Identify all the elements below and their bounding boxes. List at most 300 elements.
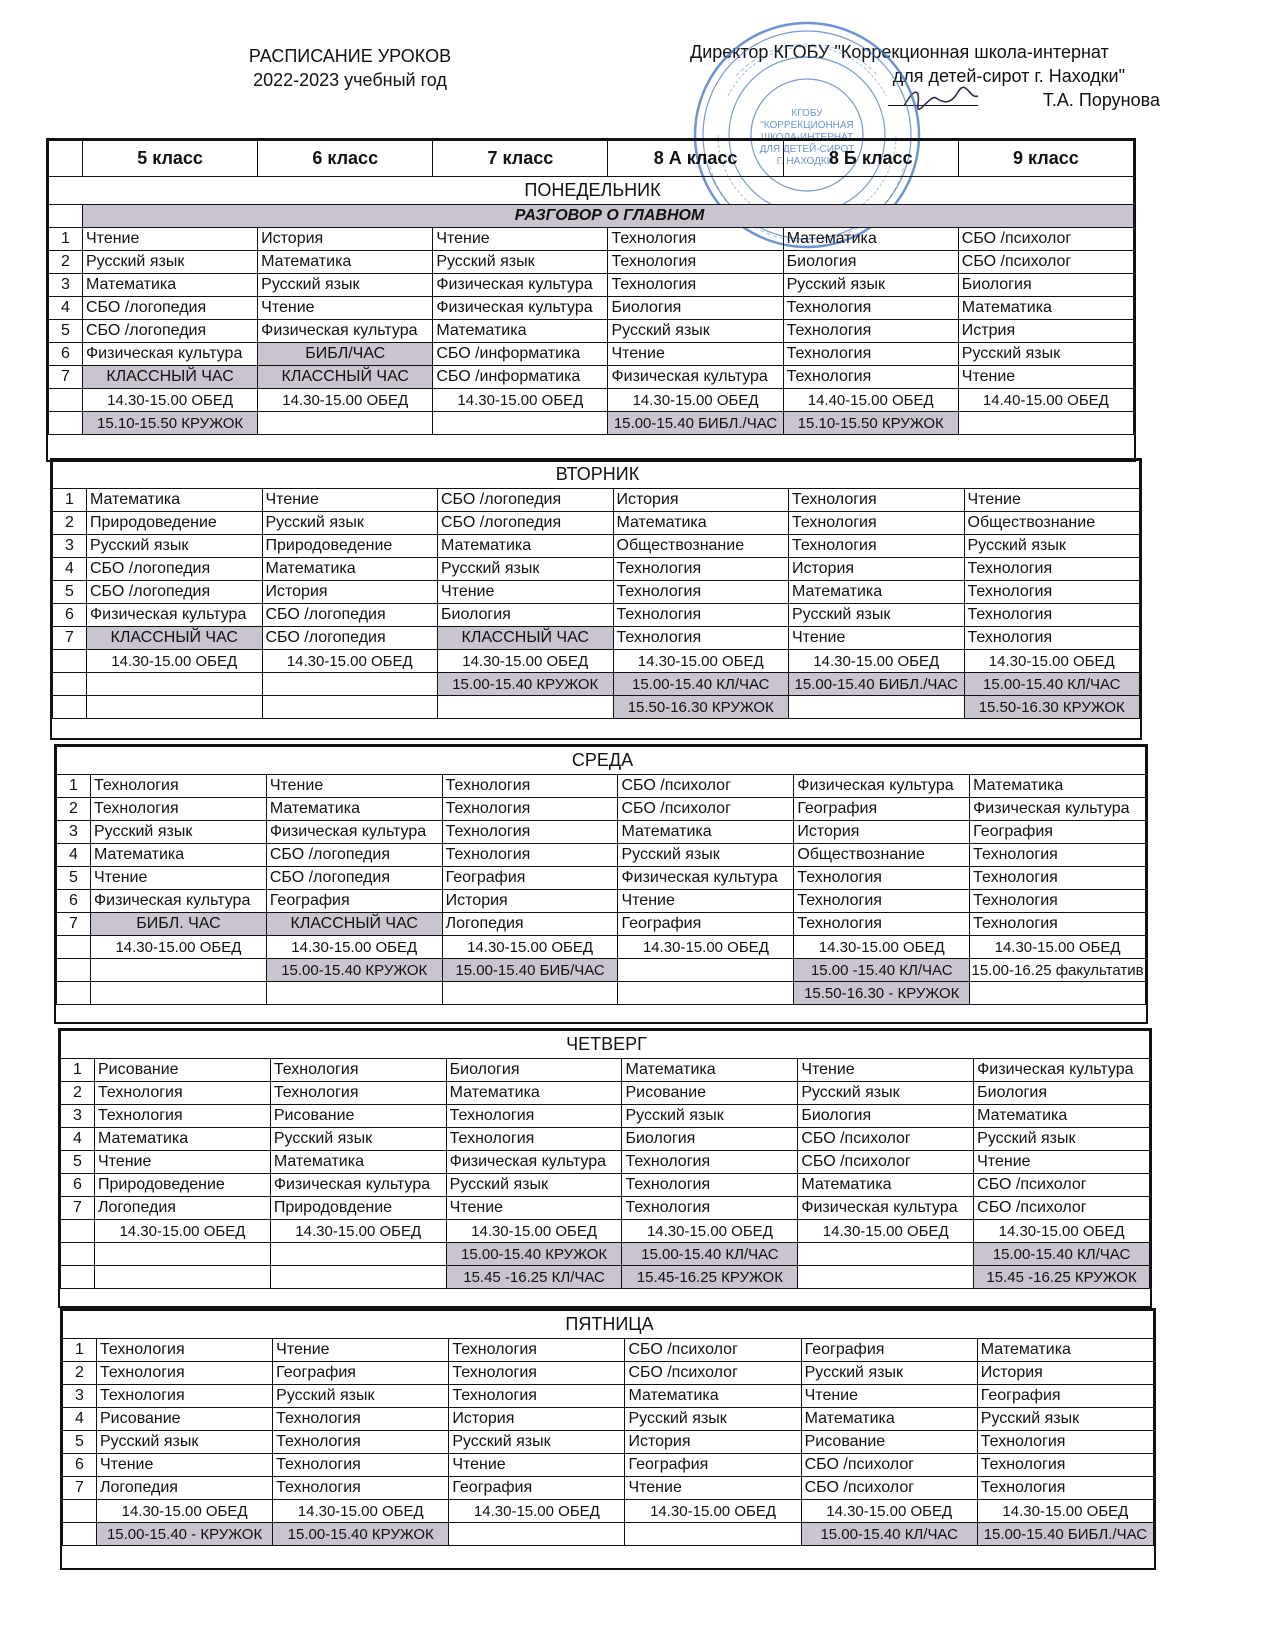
lesson-cell: Технология bbox=[449, 1385, 625, 1408]
lesson-cell: География bbox=[977, 1385, 1153, 1408]
lesson-cell: СБО /логопедия bbox=[262, 604, 438, 627]
activity-cell: 15.00-15.40 БИБЛ./ЧАС bbox=[608, 412, 783, 435]
lesson-cell: Русский язык bbox=[433, 251, 608, 274]
lesson-cell: СБО /логопедия bbox=[262, 627, 438, 650]
empty-cell bbox=[258, 412, 433, 435]
activity-cell: 15.00-15.40 БИБ/ЧАС bbox=[442, 959, 618, 982]
lesson-cell: Технология bbox=[442, 775, 618, 798]
empty-cell bbox=[618, 959, 794, 982]
lesson-row bbox=[61, 1059, 1150, 1082]
empty-cell bbox=[438, 696, 614, 719]
lesson-cell: Технология bbox=[622, 1151, 798, 1174]
lesson-row bbox=[63, 1431, 1154, 1454]
empty-cell bbox=[262, 696, 438, 719]
empty-cell bbox=[87, 673, 263, 696]
period-number: 5 bbox=[53, 581, 87, 604]
lesson-row bbox=[53, 604, 1140, 627]
lesson-cell: Рисование bbox=[97, 1408, 273, 1431]
activity-cell: 14.40-15.00 ОБЕД bbox=[783, 389, 958, 412]
lesson-cell: Технология bbox=[97, 1339, 273, 1362]
period-number: 3 bbox=[49, 274, 83, 297]
lesson-row bbox=[57, 844, 1146, 867]
period-number: 6 bbox=[49, 343, 83, 366]
lesson-cell: Физическая культура bbox=[618, 867, 794, 890]
lesson-cell: Технология bbox=[95, 1105, 271, 1128]
period-number: 2 bbox=[57, 798, 91, 821]
empty-cell bbox=[798, 1243, 974, 1266]
activity-cell: 14.30-15.00 ОБЕД bbox=[433, 389, 608, 412]
empty-cell bbox=[625, 1523, 801, 1546]
lesson-cell: Русский язык bbox=[798, 1082, 974, 1105]
lesson-cell: Русский язык bbox=[446, 1174, 622, 1197]
activity-cell: 14.30-15.00 ОБЕД bbox=[789, 650, 965, 673]
lesson-cell: Технология bbox=[794, 890, 970, 913]
lesson-cell: Рисование bbox=[801, 1431, 977, 1454]
lesson-cell: Физическая культура bbox=[433, 297, 608, 320]
thursday-schedule bbox=[58, 1028, 1152, 1308]
period-number: 2 bbox=[63, 1362, 97, 1385]
lesson-cell: Математика bbox=[798, 1174, 974, 1197]
lesson-cell: География bbox=[449, 1477, 625, 1500]
monday-schedule bbox=[46, 138, 1136, 462]
director-line-1: Директор КГОБУ "Коррекционная школа-интернат bbox=[690, 42, 1109, 62]
period-number: 5 bbox=[63, 1431, 97, 1454]
lesson-cell: Технология bbox=[783, 343, 958, 366]
period-number: 6 bbox=[63, 1454, 97, 1477]
lesson-cell: Чтение bbox=[974, 1151, 1150, 1174]
lesson-cell: Технология bbox=[449, 1362, 625, 1385]
lesson-row bbox=[49, 343, 1134, 366]
lesson-cell: Технология bbox=[446, 1128, 622, 1151]
lesson-cell: Чтение bbox=[625, 1477, 801, 1500]
lesson-cell: Русский язык bbox=[625, 1408, 801, 1431]
lesson-cell: Технология bbox=[442, 844, 618, 867]
lesson-cell: История bbox=[789, 558, 965, 581]
lesson-cell: Чтение bbox=[801, 1385, 977, 1408]
activity-cell: 14.30-15.00 ОБЕД bbox=[442, 936, 618, 959]
lesson-cell: Русский язык bbox=[958, 343, 1133, 366]
lesson-cell: Математика bbox=[613, 512, 789, 535]
lesson-cell: Биология bbox=[798, 1105, 974, 1128]
lesson-cell: СБО /психолог bbox=[801, 1477, 977, 1500]
lesson-cell: Русский язык bbox=[273, 1385, 449, 1408]
lesson-row bbox=[53, 558, 1140, 581]
lesson-cell: Технология bbox=[977, 1431, 1153, 1454]
activity-cell: 15.50-16.30 - КРУЖОК bbox=[794, 982, 970, 1005]
day-title-friday: ПЯТНИЦА bbox=[63, 1311, 1154, 1339]
lesson-cell: Биология bbox=[438, 604, 614, 627]
lesson-cell: Логопедия bbox=[442, 913, 618, 936]
lesson-cell: БИБЛ. ЧАС bbox=[91, 913, 267, 936]
period-number: 3 bbox=[61, 1105, 95, 1128]
lesson-cell: Математика bbox=[91, 844, 267, 867]
lesson-row bbox=[49, 251, 1134, 274]
svg-text:КГОБУ: КГОБУ bbox=[791, 108, 823, 119]
period-number bbox=[63, 1523, 97, 1546]
lesson-cell: История bbox=[262, 581, 438, 604]
lesson-cell: Математика bbox=[783, 228, 958, 251]
lesson-cell: Математика bbox=[789, 581, 965, 604]
period-number bbox=[63, 1500, 97, 1523]
lesson-cell: История bbox=[258, 228, 433, 251]
lesson-cell: Математика bbox=[625, 1385, 801, 1408]
period-number: 2 bbox=[61, 1082, 95, 1105]
lesson-row bbox=[63, 1362, 1154, 1385]
lesson-cell: СБО /психолог bbox=[625, 1362, 801, 1385]
lesson-cell: Математика bbox=[958, 297, 1133, 320]
period-number bbox=[57, 982, 91, 1005]
period-number bbox=[57, 936, 91, 959]
activity-cell: 14.30-15.00 ОБЕД bbox=[446, 1220, 622, 1243]
empty-cell bbox=[789, 696, 965, 719]
lesson-cell: Природоведение bbox=[95, 1174, 271, 1197]
period-number bbox=[53, 673, 87, 696]
lesson-cell: Технология bbox=[622, 1197, 798, 1220]
director-line-2: для детей-сирот г. Находки" bbox=[892, 66, 1125, 86]
day-title-tuesday: ВТОРНИК bbox=[53, 461, 1140, 489]
period-number bbox=[49, 412, 83, 435]
empty-cell bbox=[449, 1523, 625, 1546]
lesson-cell: СБО /психолог bbox=[974, 1197, 1150, 1220]
lesson-cell: Математика bbox=[262, 558, 438, 581]
activity-cell: 14.30-15.00 ОБЕД bbox=[974, 1220, 1150, 1243]
lesson-cell: Русский язык bbox=[258, 274, 433, 297]
lesson-cell: Обществознание bbox=[794, 844, 970, 867]
lesson-cell: Технология bbox=[794, 913, 970, 936]
lesson-row bbox=[53, 535, 1140, 558]
activity-cell: 14.30-15.00 ОБЕД bbox=[801, 1500, 977, 1523]
activity-cell: 14.30-15.00 ОБЕД bbox=[97, 1500, 273, 1523]
lesson-cell: СБО /информатика bbox=[433, 343, 608, 366]
lesson-cell: Чтение bbox=[798, 1059, 974, 1082]
lesson-cell: СБО /психолог bbox=[798, 1151, 974, 1174]
lessons-monday bbox=[49, 228, 1134, 435]
lessons-wednesday bbox=[57, 775, 1146, 1005]
lesson-row bbox=[63, 1454, 1154, 1477]
lesson-cell: Технология bbox=[449, 1339, 625, 1362]
empty-cell bbox=[433, 412, 608, 435]
activity-cell: 15.00-15.40 КРУЖОК bbox=[438, 673, 614, 696]
period-number: 4 bbox=[63, 1408, 97, 1431]
activity-cell: 15.00-16.25 факультатив bbox=[970, 959, 1146, 982]
activity-cell: 15.50-16.30 КРУЖОК bbox=[613, 696, 789, 719]
empty-cell bbox=[262, 673, 438, 696]
lesson-cell: Биология bbox=[974, 1082, 1150, 1105]
lesson-cell: Технология bbox=[970, 913, 1146, 936]
activity-cell: 14.30-15.00 ОБЕД bbox=[258, 389, 433, 412]
lesson-cell: Технология bbox=[964, 558, 1140, 581]
class-8a-header: 8 А класс bbox=[608, 141, 783, 177]
lesson-cell: СБО /логопедия bbox=[87, 558, 263, 581]
day-title-thursday: ЧЕТВЕРГ bbox=[61, 1031, 1150, 1059]
activity-cell: 15.00 -15.40 КЛ/ЧАС bbox=[794, 959, 970, 982]
activity-cell: 14.30-15.00 ОБЕД bbox=[83, 389, 258, 412]
lesson-cell: Технология bbox=[97, 1362, 273, 1385]
activity-cell: 15.00-15.40 КЛ/ЧАС bbox=[613, 673, 789, 696]
school-year: 2022-2023 учебный год bbox=[253, 70, 447, 90]
after-lessons-row bbox=[63, 1523, 1154, 1546]
lesson-cell: Технология bbox=[613, 604, 789, 627]
lesson-cell: Природоведение bbox=[87, 512, 263, 535]
lesson-cell: КЛАССНЫЙ ЧАС bbox=[438, 627, 614, 650]
activity-cell: 14.30-15.00 ОБЕД bbox=[613, 650, 789, 673]
lesson-cell: Чтение bbox=[97, 1454, 273, 1477]
lesson-cell: Технология bbox=[964, 627, 1140, 650]
lesson-cell: Рисование bbox=[95, 1059, 271, 1082]
lesson-cell: Технология bbox=[446, 1105, 622, 1128]
lesson-cell: Технология bbox=[273, 1431, 449, 1454]
lesson-cell: Русский язык bbox=[977, 1408, 1153, 1431]
lesson-cell: Природовдение bbox=[270, 1197, 446, 1220]
lesson-cell: Чтение bbox=[789, 627, 965, 650]
lesson-cell: Чтение bbox=[262, 489, 438, 512]
wednesday-schedule bbox=[54, 744, 1148, 1024]
lesson-cell: СБО /логопедия bbox=[266, 867, 442, 890]
period-number: 7 bbox=[53, 627, 87, 650]
period-number bbox=[61, 1220, 95, 1243]
lesson-cell: КЛАССНЫЙ ЧАС bbox=[258, 366, 433, 389]
lessons-friday bbox=[63, 1339, 1154, 1546]
lesson-row bbox=[49, 366, 1134, 389]
after-lessons-row bbox=[61, 1220, 1150, 1243]
lesson-cell: Биология bbox=[783, 251, 958, 274]
after-lessons-row bbox=[53, 696, 1140, 719]
lesson-cell: Технология bbox=[977, 1454, 1153, 1477]
lesson-cell: Биология bbox=[446, 1059, 622, 1082]
period-number: 4 bbox=[49, 297, 83, 320]
lesson-cell: КЛАССНЫЙ ЧАС bbox=[87, 627, 263, 650]
lesson-cell: Математика bbox=[438, 535, 614, 558]
after-lessons-row bbox=[63, 1500, 1154, 1523]
lesson-cell: Русский язык bbox=[964, 535, 1140, 558]
lesson-row bbox=[63, 1477, 1154, 1500]
lesson-cell: СБО /психолог bbox=[618, 798, 794, 821]
activity-cell: 15.10-15.50 КРУЖОК bbox=[783, 412, 958, 435]
activity-cell: 14.30-15.00 ОБЕД bbox=[95, 1220, 271, 1243]
after-lessons-row bbox=[57, 959, 1146, 982]
lesson-cell: Чтение bbox=[91, 867, 267, 890]
period-number: 2 bbox=[53, 512, 87, 535]
lesson-row bbox=[57, 890, 1146, 913]
lesson-cell: Технология bbox=[613, 558, 789, 581]
lesson-cell: СБО /логопедия bbox=[87, 581, 263, 604]
lesson-cell: Русский язык bbox=[97, 1431, 273, 1454]
activity-cell: 14.30-15.00 ОБЕД bbox=[266, 936, 442, 959]
activity-cell: 15.10-15.50 КРУЖОК bbox=[83, 412, 258, 435]
period-number: 7 bbox=[57, 913, 91, 936]
activity-cell: 14.30-15.00 ОБЕД bbox=[964, 650, 1140, 673]
lesson-cell: Русский язык bbox=[449, 1431, 625, 1454]
lesson-cell: Технология bbox=[97, 1385, 273, 1408]
class-9-header: 9 класс bbox=[958, 141, 1133, 177]
lesson-cell: СБО /психолог bbox=[798, 1128, 974, 1151]
lesson-cell: Технология bbox=[789, 512, 965, 535]
lesson-cell: Логопедия bbox=[97, 1477, 273, 1500]
lesson-cell: Русский язык bbox=[801, 1362, 977, 1385]
schedule-title-block bbox=[225, 44, 475, 92]
lesson-cell: Технология bbox=[964, 604, 1140, 627]
activity-cell: 14.30-15.00 ОБЕД bbox=[262, 650, 438, 673]
svg-text:"КОРРЕКЦИОННАЯ: "КОРРЕКЦИОННАЯ bbox=[760, 120, 854, 131]
activity-cell: 14.30-15.00 ОБЕД bbox=[87, 650, 263, 673]
activity-cell: 14.30-15.00 ОБЕД bbox=[91, 936, 267, 959]
lesson-cell: СБО /психолог bbox=[958, 251, 1133, 274]
activity-cell: 14.30-15.00 ОБЕД bbox=[273, 1500, 449, 1523]
empty-cell bbox=[970, 982, 1146, 1005]
after-lessons-row bbox=[49, 389, 1134, 412]
activity-cell: 14.30-15.00 ОБЕД bbox=[970, 936, 1146, 959]
lesson-cell: География bbox=[970, 821, 1146, 844]
lesson-cell: Математика bbox=[87, 489, 263, 512]
lesson-cell: Технология bbox=[613, 627, 789, 650]
activity-cell: 15.50-16.30 КРУЖОК bbox=[964, 696, 1140, 719]
lesson-row bbox=[49, 228, 1134, 251]
activity-cell: 14.40-15.00 ОБЕД bbox=[958, 389, 1133, 412]
lesson-cell: География bbox=[273, 1362, 449, 1385]
period-number bbox=[53, 650, 87, 673]
lesson-cell: СБО /психолог bbox=[801, 1454, 977, 1477]
lesson-cell: Физическая культура bbox=[798, 1197, 974, 1220]
lesson-cell: Чтение bbox=[449, 1454, 625, 1477]
activity-cell: 15.00-15.40 КЛ/ЧАС bbox=[622, 1243, 798, 1266]
lesson-cell: Русский язык bbox=[789, 604, 965, 627]
activity-cell: 15.00-15.40 КЛ/ЧАС bbox=[801, 1523, 977, 1546]
period-number bbox=[49, 389, 83, 412]
lesson-cell: Технология bbox=[622, 1174, 798, 1197]
empty-cell bbox=[87, 696, 263, 719]
period-number: 6 bbox=[57, 890, 91, 913]
lesson-cell: Математика bbox=[970, 775, 1146, 798]
lesson-cell: Чтение bbox=[83, 228, 258, 251]
lesson-cell: Физическая культура bbox=[433, 274, 608, 297]
lesson-cell: Чтение bbox=[266, 775, 442, 798]
empty-cell bbox=[270, 1243, 446, 1266]
lesson-cell: Технология bbox=[270, 1082, 446, 1105]
activity-cell: 14.30-15.00 ОБЕД bbox=[794, 936, 970, 959]
lesson-cell: Рисование bbox=[270, 1105, 446, 1128]
activity-cell: 14.30-15.00 ОБЕД bbox=[438, 650, 614, 673]
lesson-cell: Математика bbox=[95, 1128, 271, 1151]
activity-cell: 14.30-15.00 ОБЕД bbox=[798, 1220, 974, 1243]
lesson-cell: СБО /логопедия bbox=[438, 512, 614, 535]
period-number: 7 bbox=[49, 366, 83, 389]
lesson-cell: Технология bbox=[783, 366, 958, 389]
lesson-cell: Чтение bbox=[438, 581, 614, 604]
lesson-cell: География bbox=[625, 1454, 801, 1477]
lesson-cell: История bbox=[625, 1431, 801, 1454]
lesson-cell: СБО /логопедия bbox=[83, 297, 258, 320]
lesson-cell: Математика bbox=[974, 1105, 1150, 1128]
empty-cell bbox=[798, 1266, 974, 1289]
lesson-cell: Математика bbox=[446, 1082, 622, 1105]
lesson-cell: Физическая культура bbox=[258, 320, 433, 343]
lesson-cell: Чтение bbox=[273, 1339, 449, 1362]
lesson-cell: Чтение bbox=[608, 343, 783, 366]
empty-cell bbox=[95, 1243, 271, 1266]
lesson-row bbox=[57, 775, 1146, 798]
period-number: 7 bbox=[63, 1477, 97, 1500]
lesson-cell: СБО /психолог bbox=[625, 1339, 801, 1362]
lesson-cell: БИБЛ/ЧАС bbox=[258, 343, 433, 366]
after-lessons-row bbox=[49, 412, 1134, 435]
lesson-row bbox=[53, 627, 1140, 650]
lesson-cell: Природоведение bbox=[262, 535, 438, 558]
tuesday-schedule bbox=[50, 458, 1142, 740]
lesson-row bbox=[49, 274, 1134, 297]
lesson-row bbox=[49, 320, 1134, 343]
schedule-title: РАСПИСАНИЕ УРОКОВ bbox=[248, 46, 452, 66]
lesson-cell: Физическая культура bbox=[83, 343, 258, 366]
lesson-cell: Математика bbox=[977, 1339, 1153, 1362]
lesson-cell: Биология bbox=[608, 297, 783, 320]
lesson-cell: Технология bbox=[273, 1408, 449, 1431]
lesson-cell: Технология bbox=[970, 844, 1146, 867]
lesson-row bbox=[61, 1082, 1150, 1105]
lesson-cell: СБО /психолог bbox=[618, 775, 794, 798]
activity-cell: 15.45-16.25 КРУЖОК bbox=[622, 1266, 798, 1289]
lesson-cell: СБО /логопедия bbox=[83, 320, 258, 343]
period-number: 2 bbox=[49, 251, 83, 274]
lesson-cell: Русский язык bbox=[438, 558, 614, 581]
lesson-row bbox=[57, 821, 1146, 844]
lesson-cell: Биология bbox=[622, 1128, 798, 1151]
activity-cell: 15.00-15.40 БИБЛ./ЧАС bbox=[977, 1523, 1153, 1546]
activity-cell: 14.30-15.00 ОБЕД bbox=[618, 936, 794, 959]
lesson-row bbox=[63, 1385, 1154, 1408]
special-event: РАЗГОВОР О ГЛАВНОМ bbox=[83, 205, 1134, 228]
period-number: 1 bbox=[57, 775, 91, 798]
lessons-thursday bbox=[61, 1059, 1150, 1289]
period-number: 6 bbox=[53, 604, 87, 627]
lesson-cell: Технология bbox=[783, 297, 958, 320]
lesson-row bbox=[63, 1408, 1154, 1431]
lesson-cell: КЛАССНЫЙ ЧАС bbox=[266, 913, 442, 936]
lesson-row bbox=[63, 1339, 1154, 1362]
period-number bbox=[53, 696, 87, 719]
activity-cell: 15.00-15.40 КРУЖОК bbox=[273, 1523, 449, 1546]
lesson-cell: Технология bbox=[789, 535, 965, 558]
period-number: 3 bbox=[53, 535, 87, 558]
lesson-cell: Чтение bbox=[446, 1197, 622, 1220]
lesson-cell: Технология bbox=[95, 1082, 271, 1105]
after-lessons-row bbox=[53, 673, 1140, 696]
lesson-cell: Чтение bbox=[433, 228, 608, 251]
class-7-header: 7 класс bbox=[433, 141, 608, 177]
lesson-cell: Физическая культура bbox=[794, 775, 970, 798]
lesson-cell: Русский язык bbox=[622, 1105, 798, 1128]
activity-cell: 15.00-15.40 КРУЖОК bbox=[446, 1243, 622, 1266]
after-lessons-row bbox=[57, 936, 1146, 959]
lesson-row bbox=[57, 913, 1146, 936]
activity-cell: 15.45 -16.25 КЛ/ЧАС bbox=[446, 1266, 622, 1289]
empty-cell bbox=[442, 982, 618, 1005]
activity-cell: 14.30-15.00 ОБЕД bbox=[622, 1220, 798, 1243]
lesson-cell: География bbox=[801, 1339, 977, 1362]
period-number: 7 bbox=[61, 1197, 95, 1220]
lesson-cell: Русский язык bbox=[618, 844, 794, 867]
lesson-cell: Русский язык bbox=[91, 821, 267, 844]
lesson-cell: Математика bbox=[618, 821, 794, 844]
period-number bbox=[57, 959, 91, 982]
lesson-cell: Математика bbox=[258, 251, 433, 274]
lesson-cell: История bbox=[613, 489, 789, 512]
period-number bbox=[61, 1243, 95, 1266]
activity-cell: 14.30-15.00 ОБЕД bbox=[977, 1500, 1153, 1523]
period-number: 4 bbox=[57, 844, 91, 867]
lesson-cell: Русский язык bbox=[87, 535, 263, 558]
period-number: 5 bbox=[49, 320, 83, 343]
lesson-cell: КЛАССНЫЙ ЧАС bbox=[83, 366, 258, 389]
